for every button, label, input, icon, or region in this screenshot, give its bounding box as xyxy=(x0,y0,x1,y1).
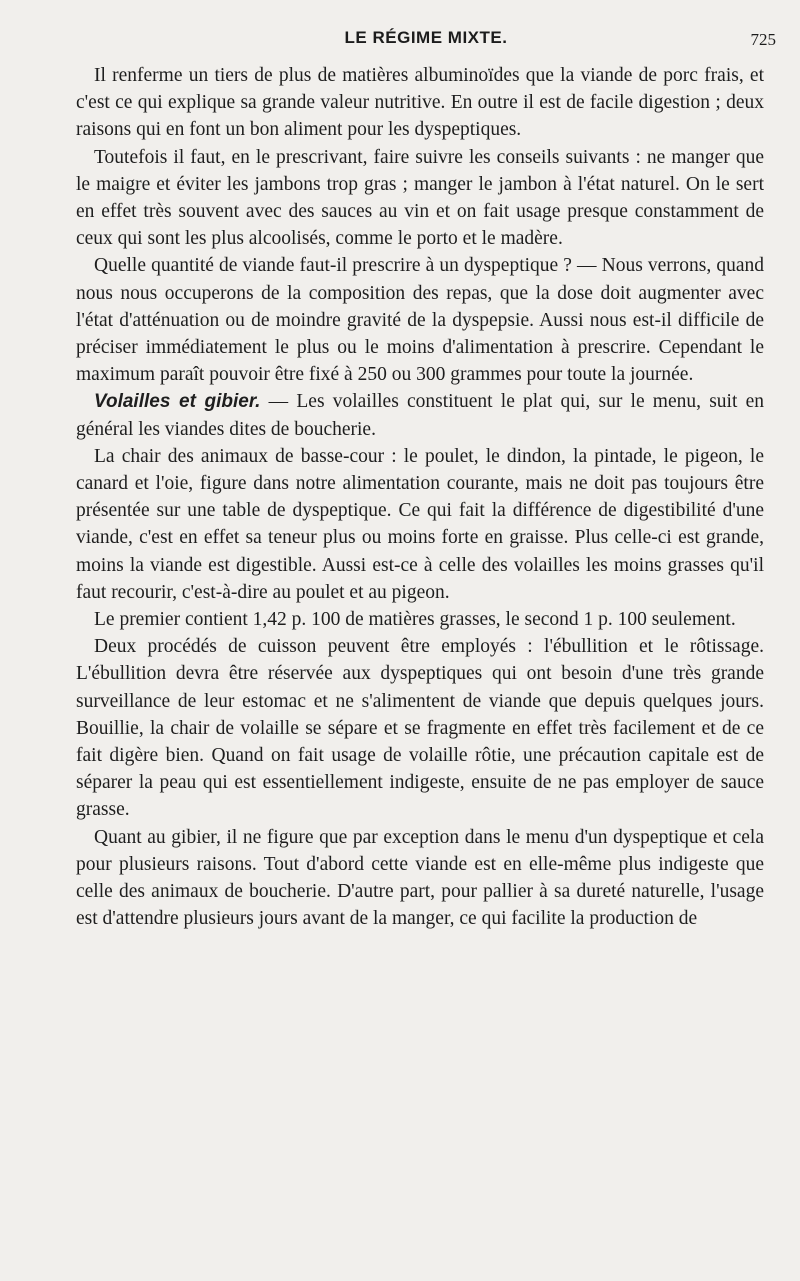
paragraph: La chair des animaux de basse-cour : le poulet, le dindon, la pintade, le pigeon, le canard et l'oie, figure dans notre alimentation courante, mais ne doit pas toujours être présentée sur une table de dyspeptique. Ce qui fait la différence de digestibilité d'une viande, c'est en effet sa teneur plus ou moins forte en graisse. Plus celle-ci est grande, moins la viande est digestible. Aussi est-ce à celle des volailles les moins grasses qu'il faut recourir, c'est-à-dire au poulet et au pigeon. xyxy=(76,445,764,603)
paragraph-section-start xyxy=(76,388,764,442)
page-header xyxy=(76,28,776,54)
paragraph: Deux procédés de cuisson peuvent être employés : l'ébullition et le rôtissage. L'ébullition devra être réservée aux dyspeptiques qui ont besoin d'une très grande surveillance de leur estomac et ne s'alimentent de viande que depuis quelques jours. Bouillie, la chair de volaille se sépare et se fragmente en effet très facilement et de ce fait digère bien. Quand on fait usage de volaille rôtie, une précaution capitale est de séparer la peau qui est essentiellement indigeste, ensuite de ne pas employer de sauce grasse. xyxy=(76,636,764,821)
paragraph: Il renferme un tiers de plus de matières albuminoïdes que la viande de porc frais, et c'est ce qui explique sa grande valeur nutritive. En outre il est de facile digestion ; deux raisons qui en font un bon aliment pour les dyspeptiques. xyxy=(76,65,764,141)
paragraph: Toutefois il faut, en le prescrivant, faire suivre les conseils suivants : ne manger que le maigre et éviter les jambons trop gras ; manger le jambon à l'état naturel. On le sert en effet très souvent avec des sauces au vin et on fait usage presque constamment de ceux qui sont les plus alcoolisés, comme le porto et le madère. xyxy=(76,146,764,250)
body-text xyxy=(76,62,764,933)
paragraph: Le premier contient 1,42 p. 100 de matières grasses, le second 1 p. 100 seulement. xyxy=(94,609,736,631)
paragraph-text: — Les volailles constituent le plat qui, sur le menu, suit en général les viandes dites de boucherie. xyxy=(76,391,764,440)
paragraph: Quant au gibier, il ne figure que par exception dans le menu d'un dyspeptique et cela pour plusieurs raisons. Tout d'abord cette viande est en elle-même plus indigeste que celle des animaux de boucherie. D'autre part, pour pallier à sa dureté naturelle, l'usage est d'attendre plusieurs jours avant de la manger, ce qui facilite la production de xyxy=(76,826,764,930)
paragraph: Quelle quantité de viande faut-il prescrire à un dyspeptique ? — Nous verrons, quand nous nous occuperons de la composition des repas, que la dose doit augmenter avec l'état d'atténuation ou de moindre gravité de la dyspepsie. Aussi nous est-il difficile de préciser immédiatement le plus ou le moins d'alimentation à prescrire. Cependant le maximum paraît pouvoir être fixé à 250 ou 300 grammes pour toute la journée. xyxy=(76,255,764,386)
running-head: LE RÉGIME MIXTE. xyxy=(344,28,508,47)
section-title: Volailles et gibier. xyxy=(94,391,261,413)
page-number: 725 xyxy=(750,30,776,49)
